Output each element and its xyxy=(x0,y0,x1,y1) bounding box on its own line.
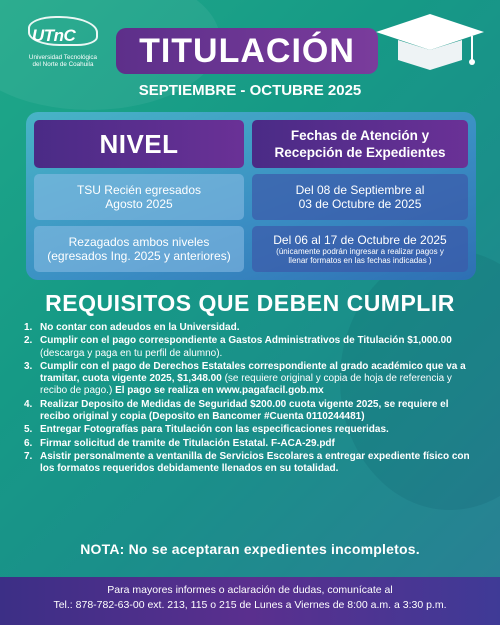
row2-dates-note1: (únicamente podrán ingresar a realizar pagos y xyxy=(276,246,444,256)
item-detail: (se requiere original y copia de hoja de referencia y recibo de pago.) xyxy=(40,373,452,397)
list-item xyxy=(24,438,478,450)
item-detail: (descarga y paga en tu perfil de alumno). xyxy=(40,347,223,359)
list-item xyxy=(24,399,478,424)
requirements-title: REQUISITOS QUE DEBEN CUMPLIR xyxy=(45,290,455,316)
item-detail: cuota vigente 2025, se requiere el recibo original y copia xyxy=(40,398,449,423)
table-row1-level xyxy=(34,174,244,220)
item-amount: $200.00 xyxy=(250,398,287,410)
list-item xyxy=(24,424,478,436)
item-number: 4. xyxy=(24,398,33,410)
item-number: 5. xyxy=(24,424,33,436)
table-header-level xyxy=(34,120,244,168)
requirements-list xyxy=(24,322,478,477)
list-item xyxy=(24,451,478,476)
list-item xyxy=(24,361,478,398)
row1-dates-line1: Del 08 de Septiembre al xyxy=(295,183,425,197)
page-subtitle: SEPTIEMBRE - OCTUBRE 2025 xyxy=(138,82,362,99)
item-number: 2. xyxy=(24,335,33,347)
table-header-dates xyxy=(252,120,468,168)
table-row1-dates xyxy=(252,174,468,220)
row2-level-line1: Rezagados ambos niveles xyxy=(68,235,210,249)
footer-line1: Para mayores informes o aclaración de dudas, comunícate al xyxy=(107,584,393,596)
row2-dates-line1: Del 06 al 17 de Octubre de 2025 xyxy=(273,232,447,247)
item-number: 7. xyxy=(24,450,33,462)
item-amount: $1,000.00 xyxy=(407,335,452,347)
row2-dates-note2: llenar formatos en las fechas indicadas ) xyxy=(288,255,432,265)
item-number: 6. xyxy=(24,437,33,449)
university-logo xyxy=(14,14,112,84)
row1-level-line2: Agosto 2025 xyxy=(105,197,173,211)
item-text: Cumplir con el pago de Derechos Estatales correspondiente al grado académico que va a tramitar, cuota vigente 2025, xyxy=(40,360,466,385)
list-item xyxy=(24,322,478,334)
item-payment-site: El pago se realiza en www.pagafacil.gob.mx xyxy=(115,385,324,397)
item-text: Firmar solicitud de tramite de Titulación Estatal. F-ACA-29.pdf xyxy=(40,437,335,449)
logo-subtitle-2: del Norte de Coahuila xyxy=(32,61,94,68)
item-text: Entregar Fotografías para Titulación con las especificaciones requeridas. xyxy=(40,424,389,436)
header-dates-line2: Recepción de Expedientes xyxy=(274,145,446,160)
row2-level-line2: (egresados Ing. 2025 y anteriores) xyxy=(47,249,231,263)
footer-contact: Tel.: 878-782-63-00 ext. 213, 115 o 215 de Lunes a Viernes de 8:00 a.m. a 3:30 p.m. xyxy=(53,599,447,611)
schedule-table xyxy=(26,112,476,280)
note-text: NOTA: No se aceptaran expedientes incompletos. xyxy=(80,541,420,557)
item-amount: $1,348.00 xyxy=(177,373,222,385)
graduation-cap-icon xyxy=(368,10,488,80)
logo-subtitle-1: Universidad Tecnológica xyxy=(28,54,98,61)
logo-mark xyxy=(14,14,112,54)
header-dates-line1: Fechas de Atención y xyxy=(290,128,430,143)
footer-banner xyxy=(0,577,500,625)
item-bank-account: (Deposito en Bancomer #Cuenta 0110244481) xyxy=(148,411,365,423)
list-item xyxy=(24,335,478,360)
item-number: 3. xyxy=(24,360,33,372)
item-text: Realizar Deposito de Medidas de Seguridad xyxy=(40,398,248,410)
row1-level-line1: TSU Recién egresados xyxy=(76,183,202,197)
item-text: No contar con adeudos en la Universidad. xyxy=(40,322,240,333)
page-title: TITULACIÓN xyxy=(139,31,355,70)
table-row2-level xyxy=(34,226,244,272)
item-number: 1. xyxy=(24,322,33,333)
header-level-label: NIVEL xyxy=(99,128,179,159)
table-row2-dates xyxy=(252,226,468,272)
row1-dates-line2: 03 de Octubre de 2025 xyxy=(298,197,422,211)
item-text: Asistir personalmente a ventanilla de Servicios Escolares a entregar expediente físico con los formatos requeridos debidamente llenados en su totalidad. xyxy=(40,450,470,475)
item-text: Cumplir con el pago correspondiente a Gastos Administrativos de Titulación xyxy=(40,335,405,347)
logo-name: UTnC xyxy=(32,26,76,45)
title-banner xyxy=(116,28,378,74)
